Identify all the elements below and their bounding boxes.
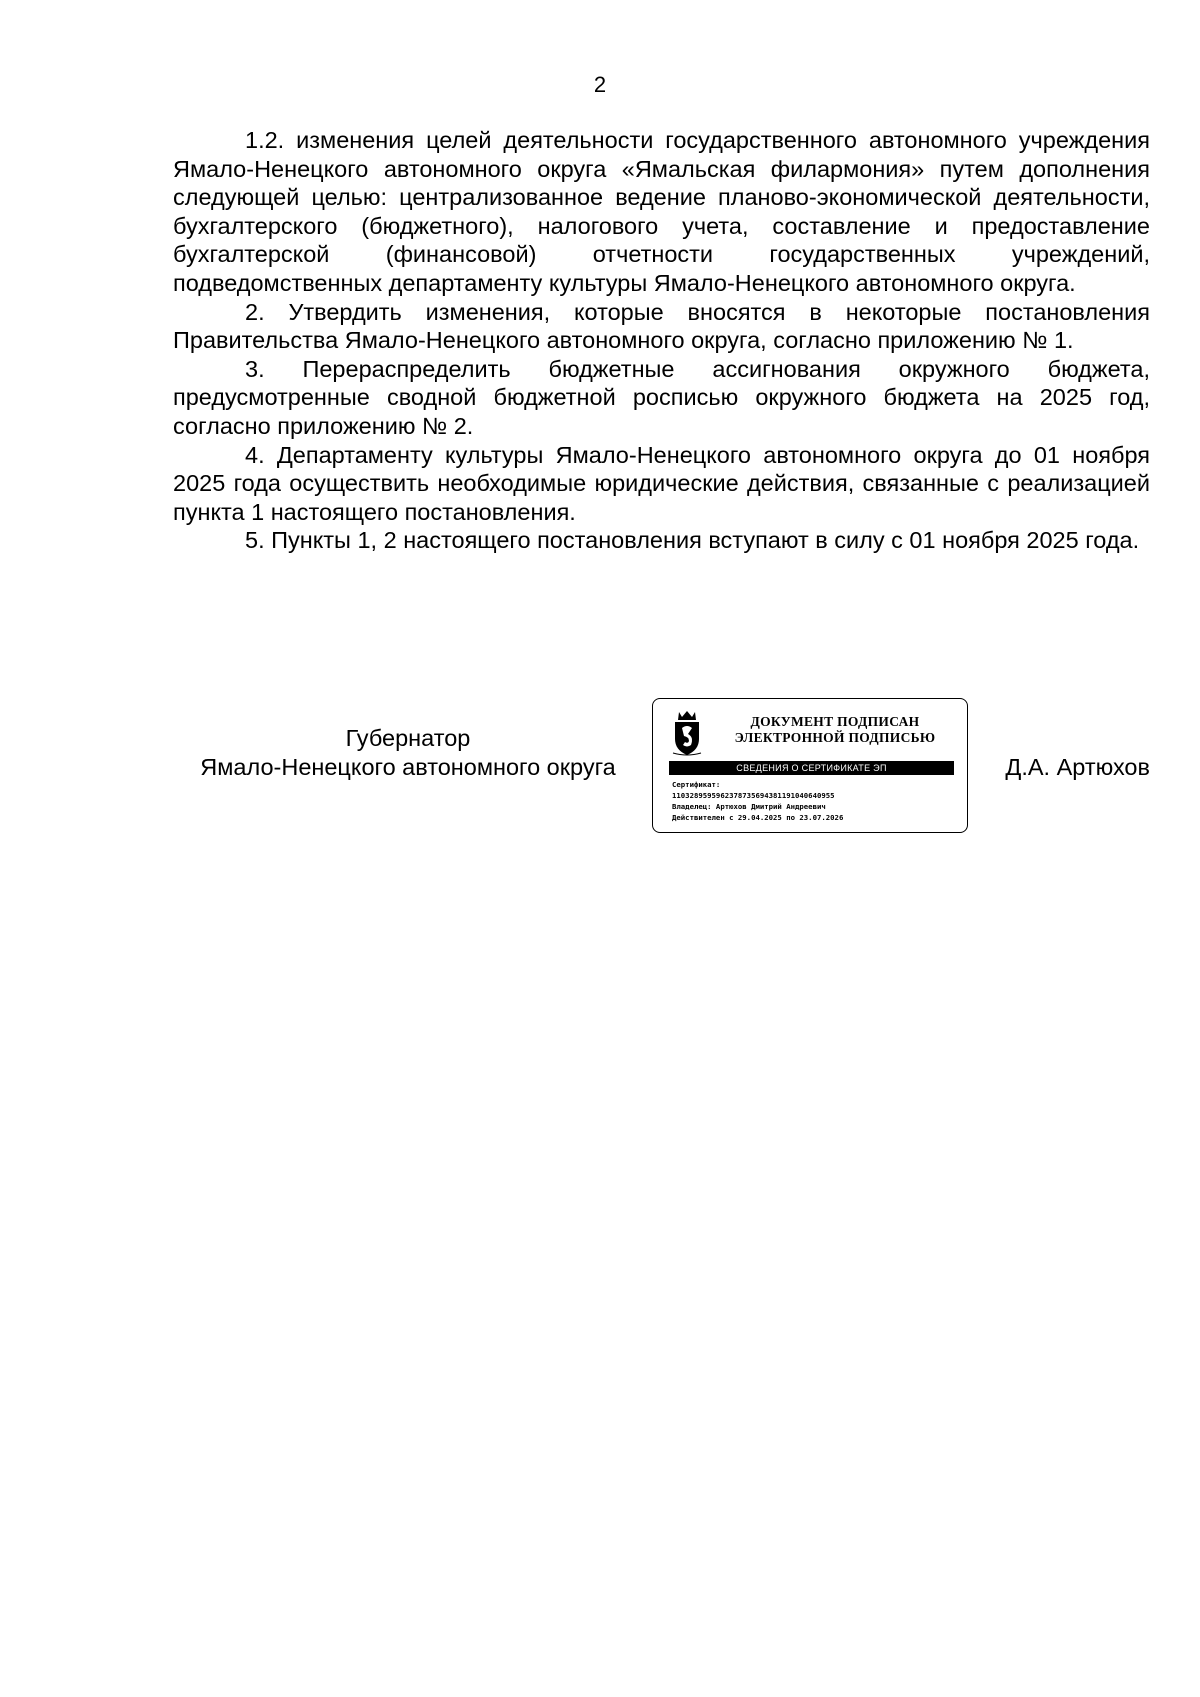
electronic-signature-stamp [652, 698, 968, 833]
stamp-title [713, 714, 957, 746]
paragraph-5: 5. Пункты 1, 2 настоящего постановления вступают в силу с 01 ноября 2025 года. [245, 527, 1140, 554]
certificate-label: Сертификат: [672, 780, 721, 789]
certificate-validity: Действителен с 29.04.2025 по 23.07.2026 [672, 813, 844, 822]
page-number: 2 [593, 72, 607, 97]
paragraph-4: 4. Департаменту культуры Ямало-Ненецкого автономного округа до 01 ноября 2025 года осуществить необходимые юридические действия, связанные с реализацией пункта 1 настоящего постановления. [173, 441, 1150, 525]
signatory-name: Д.А. Артюхов [1005, 754, 1150, 780]
certificate-info-bar: СВЕДЕНИЯ О СЕРТИФИКАТЕ ЭП [669, 761, 954, 775]
certificate-number: 1103289595962378735694381191040640955 [672, 791, 835, 800]
stamp-title-line-2: ЭЛЕКТРОННОЙ ПОДПИСЬЮ [734, 730, 936, 745]
position-title: Губернатор [345, 725, 471, 751]
paragraph-3: 3. Перераспределить бюджетные ассигнования окружного бюджета, предусмотренные сводной бюджетной росписью окружного бюджета на 2025 год, согласно приложению № 2. [173, 355, 1150, 439]
yamal-coat-of-arms-icon [670, 709, 704, 757]
certificate-details [672, 779, 957, 823]
certificate-owner: Владелец: Артюхов Дмитрий Андреевич [672, 802, 826, 811]
position-region: Ямало-Ненецкого автономного округа [200, 753, 616, 780]
document-body [173, 126, 1150, 555]
paragraph-1-2: 1.2. изменения целей деятельности государственного автономного учреждения Ямало-Ненецкого автономного округа «Ямальская филармония» путем дополнения следующей целью: централизованное ведение планово-экономической деятельности, бухгалтерского (бюджетного), налогового учета, составление и предоставление бухгалтерской (финансовой) отчетности государственных учреждений, подведомственных департаменту культуры Ямало-Ненецкого автономного округа. [173, 127, 1150, 296]
paragraph-2: 2. Утвердить изменения, которые вносятся в некоторые постановления Правительства Ямало-Ненецкого автономного округа, согласно приложению № 1. [173, 298, 1150, 354]
stamp-title-line-1: ДОКУМЕНТ ПОДПИСАН [750, 714, 920, 729]
signatory-position [173, 724, 643, 781]
signature-block [173, 698, 1150, 838]
